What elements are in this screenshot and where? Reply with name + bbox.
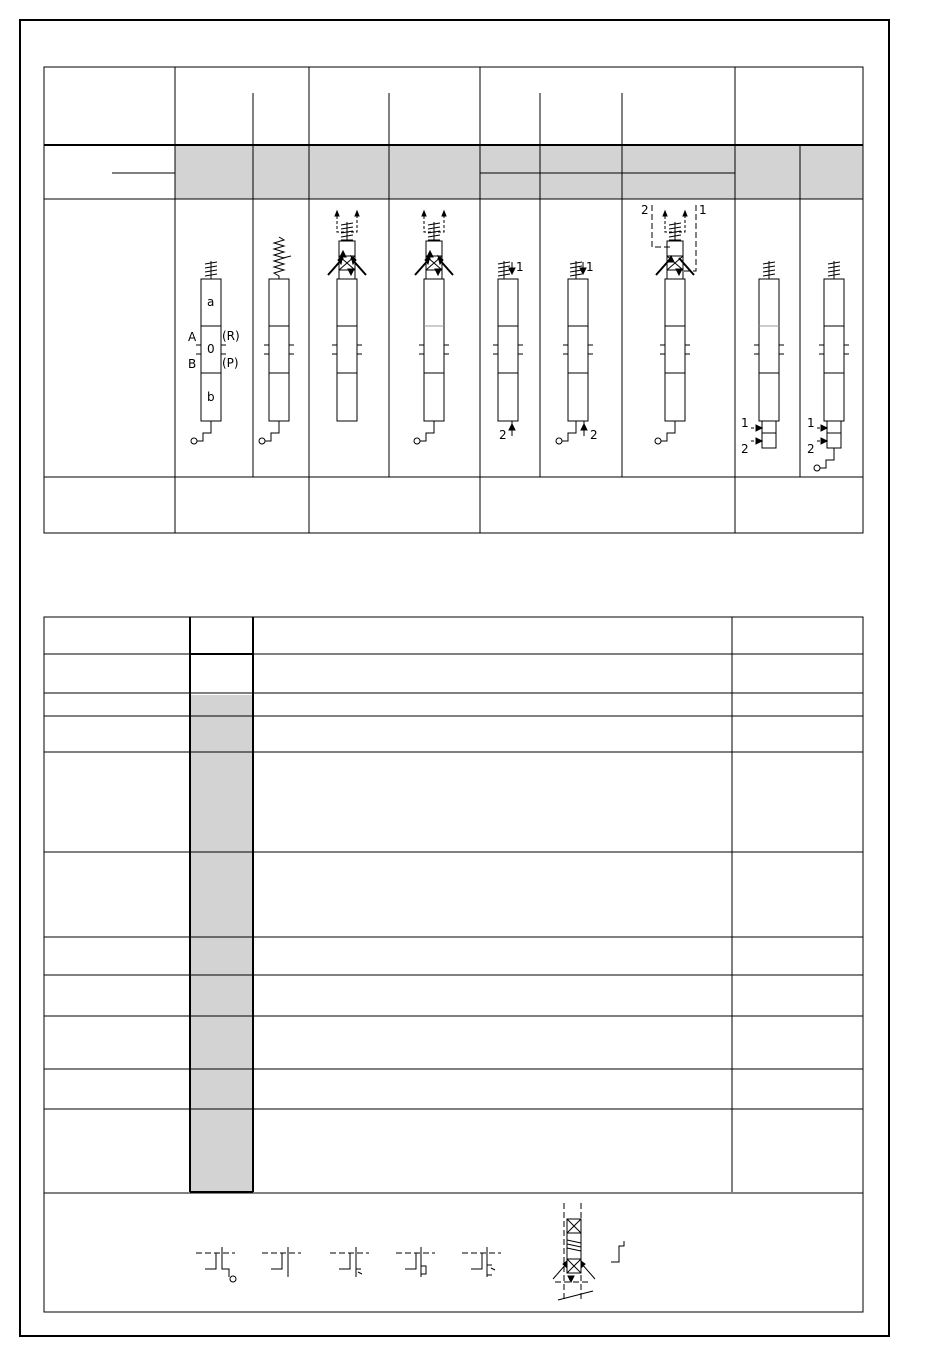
legend-lever-5	[462, 1247, 501, 1277]
port-label-B: B	[188, 357, 197, 371]
lever-icon	[259, 421, 279, 444]
port-label-P: (P)	[222, 356, 239, 370]
pilot-port-c5-bottom: 2	[499, 428, 507, 442]
spring-icon	[498, 261, 510, 279]
valve-col-7	[652, 205, 696, 444]
port-label-A: A	[188, 330, 197, 344]
valve-col-5	[493, 261, 523, 436]
pilot-port-c9-upper: 1	[807, 416, 815, 430]
legend-detent-step	[611, 1241, 624, 1262]
valve-col-2	[259, 237, 294, 444]
pilot-arrow-icon	[656, 258, 694, 275]
legend-lever-4	[396, 1247, 435, 1277]
table-1-grid	[44, 67, 863, 533]
pilot-port-c7-left: 2	[641, 203, 649, 217]
legend-lever-1	[196, 1247, 236, 1282]
lever-icon	[655, 421, 675, 444]
detent-icon	[667, 241, 683, 256]
legend-lever-3	[330, 1247, 369, 1277]
legend-check-valve	[553, 1203, 595, 1300]
lever-icon	[556, 421, 576, 444]
spool-label-a: a	[207, 295, 215, 309]
spool-label-0: 0	[207, 342, 215, 356]
pilot-port-c5-top: 1	[516, 260, 524, 274]
table-1-shaded-band	[175, 145, 863, 199]
table-2-shaded-column	[190, 695, 253, 1192]
valve-col-9	[814, 261, 849, 471]
spring-icon	[828, 261, 840, 279]
lever-icon	[814, 448, 834, 471]
spring-icon	[570, 261, 582, 279]
valve-col-3	[328, 211, 366, 421]
lever-icon	[191, 421, 211, 444]
spring-icon	[205, 261, 217, 279]
valve-symbols	[191, 205, 849, 471]
lever-icon	[414, 421, 434, 444]
pilot-port-c8-upper: 1	[741, 416, 749, 430]
spring-icon	[763, 261, 775, 279]
pilot-port-c6-bottom: 2	[590, 428, 598, 442]
pilot-arrow-icon	[415, 258, 453, 275]
zigzag-spring-icon	[274, 237, 284, 279]
legend-lever-2	[262, 1247, 301, 1277]
page-border	[20, 20, 889, 1336]
valve-col-6	[556, 261, 593, 444]
port-label-R: (R)	[222, 329, 240, 343]
legend-symbols	[196, 1203, 624, 1300]
pilot-port-c6-top: 1	[586, 260, 594, 274]
pilot-port-c7-right: 1	[699, 203, 707, 217]
spool-label-b: b	[207, 390, 215, 404]
pilot-port-c8-lower: 2	[741, 442, 749, 456]
valve-col-8	[751, 261, 784, 448]
pilot-arrow-icon	[328, 258, 366, 275]
pilot-port-c9-lower: 2	[807, 442, 815, 456]
table-2-grid	[44, 617, 863, 1312]
valve-col-4	[414, 211, 453, 444]
